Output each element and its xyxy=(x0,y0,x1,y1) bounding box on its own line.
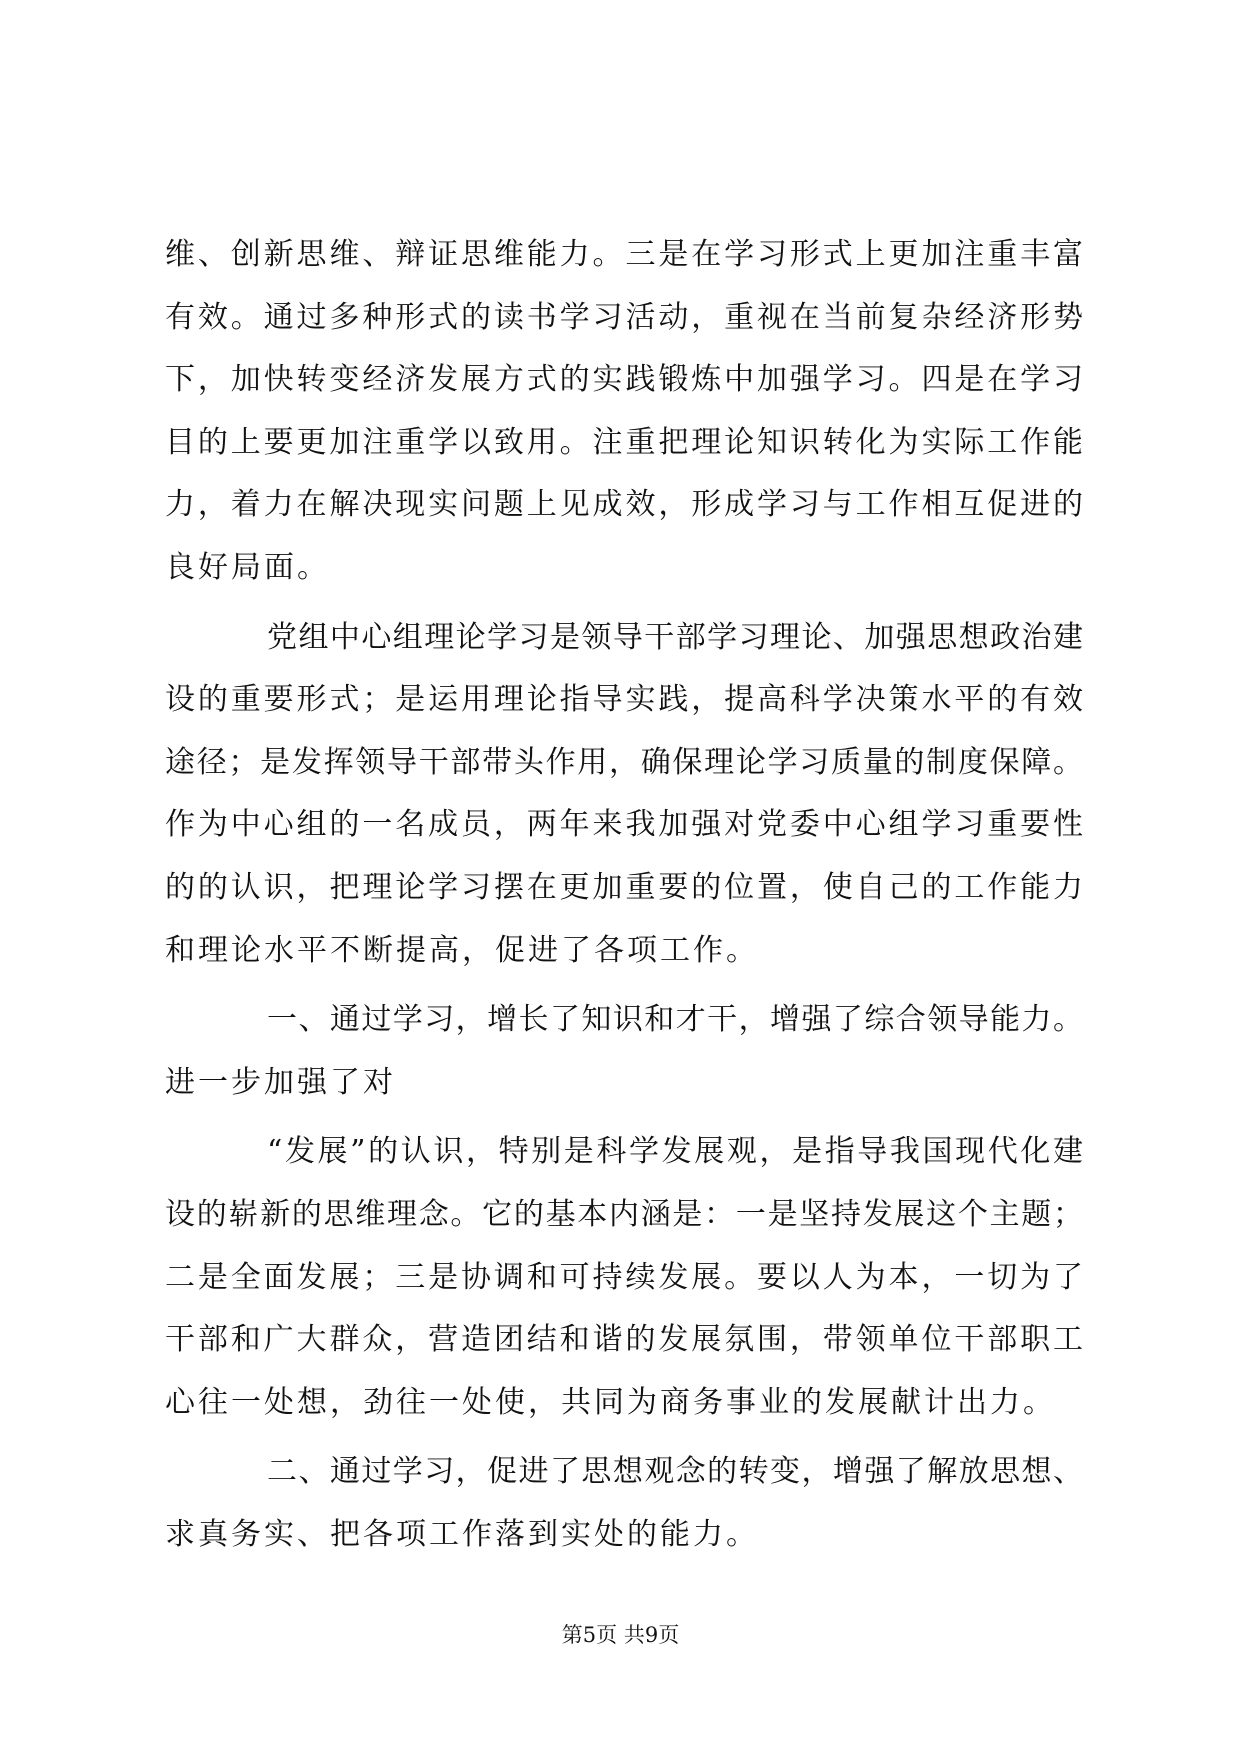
text-line: 党组中心组理论学习是领导干部学习理论、加强思想政治建 xyxy=(267,619,1085,655)
text-line: 良好局面。 xyxy=(165,549,330,585)
text-line: 干部和广大群众，营造团结和谐的发展氛围，带领单位干部职工 xyxy=(165,1322,1086,1358)
page-number: 第5页 共9页 xyxy=(561,1623,680,1647)
document-body xyxy=(165,224,1086,1566)
paragraph-2 xyxy=(165,607,1086,983)
text-line: 二是全面发展；三是协调和可持续发展。要以人为本，一切为了 xyxy=(165,1259,1086,1295)
paragraph-3 xyxy=(165,1121,1086,1434)
text-line: 设的崭新的思维理念。它的基本内涵是：一是坚持发展这个主题； xyxy=(165,1196,1085,1232)
text-line: 维、创新思维、辩证思维能力。三是在学习形式上更加注重丰富 xyxy=(165,237,1086,272)
text-line: “发展”的认识，特别是科学发展观，是指导我国现代化建 xyxy=(267,1134,1086,1170)
text-line: 心往一处想，劲往一处使，共同为商务事业的发展献计出力。 xyxy=(165,1384,1056,1420)
text-line: 有效。通过多种形式的读书学习活动，重视在当前复杂经济形势 xyxy=(165,299,1086,335)
text-line: 二、通过学习，促进了思想观念的转变，增强了解放思想、 xyxy=(267,1454,1085,1490)
text-line: 作为中心组的一名成员，两年来我加强对党委中心组学习重要性 xyxy=(165,807,1086,843)
text-line: 和理论水平不断提高，促进了各项工作。 xyxy=(165,932,759,968)
text-line: 的的认识，把理论学习摆在更加重要的位置，使自己的工作能力 xyxy=(165,869,1086,905)
section-heading-1 xyxy=(165,989,1083,1114)
text-line: 途径；是发挥领导干部带头作用，确保理论学习质量的制度保障。 xyxy=(165,744,1085,780)
text-line: 求真务实、把各项工作落到实处的能力。 xyxy=(165,1516,759,1552)
text-line: 设的重要形式；是运用理论指导实践，提高科学决策水平的有效 xyxy=(165,682,1086,718)
text-line: 目的上要更加注重学以致用。注重把理论知识转化为实际工作能 xyxy=(165,424,1086,460)
text-line: 进一步加强了对 xyxy=(165,1064,396,1100)
text-line: 力，着力在解决现实问题上见成效，形成学习与工作相互促进的 xyxy=(165,487,1086,523)
paragraph-1 xyxy=(165,224,1086,600)
text-line: 下，加快转变经济发展方式的实践锻炼中加强学习。四是在学习 xyxy=(165,362,1086,398)
text-line: 一、通过学习，增长了知识和才干，增强了综合领导能力。 xyxy=(267,1002,1085,1038)
section-heading-2 xyxy=(165,1441,1083,1566)
